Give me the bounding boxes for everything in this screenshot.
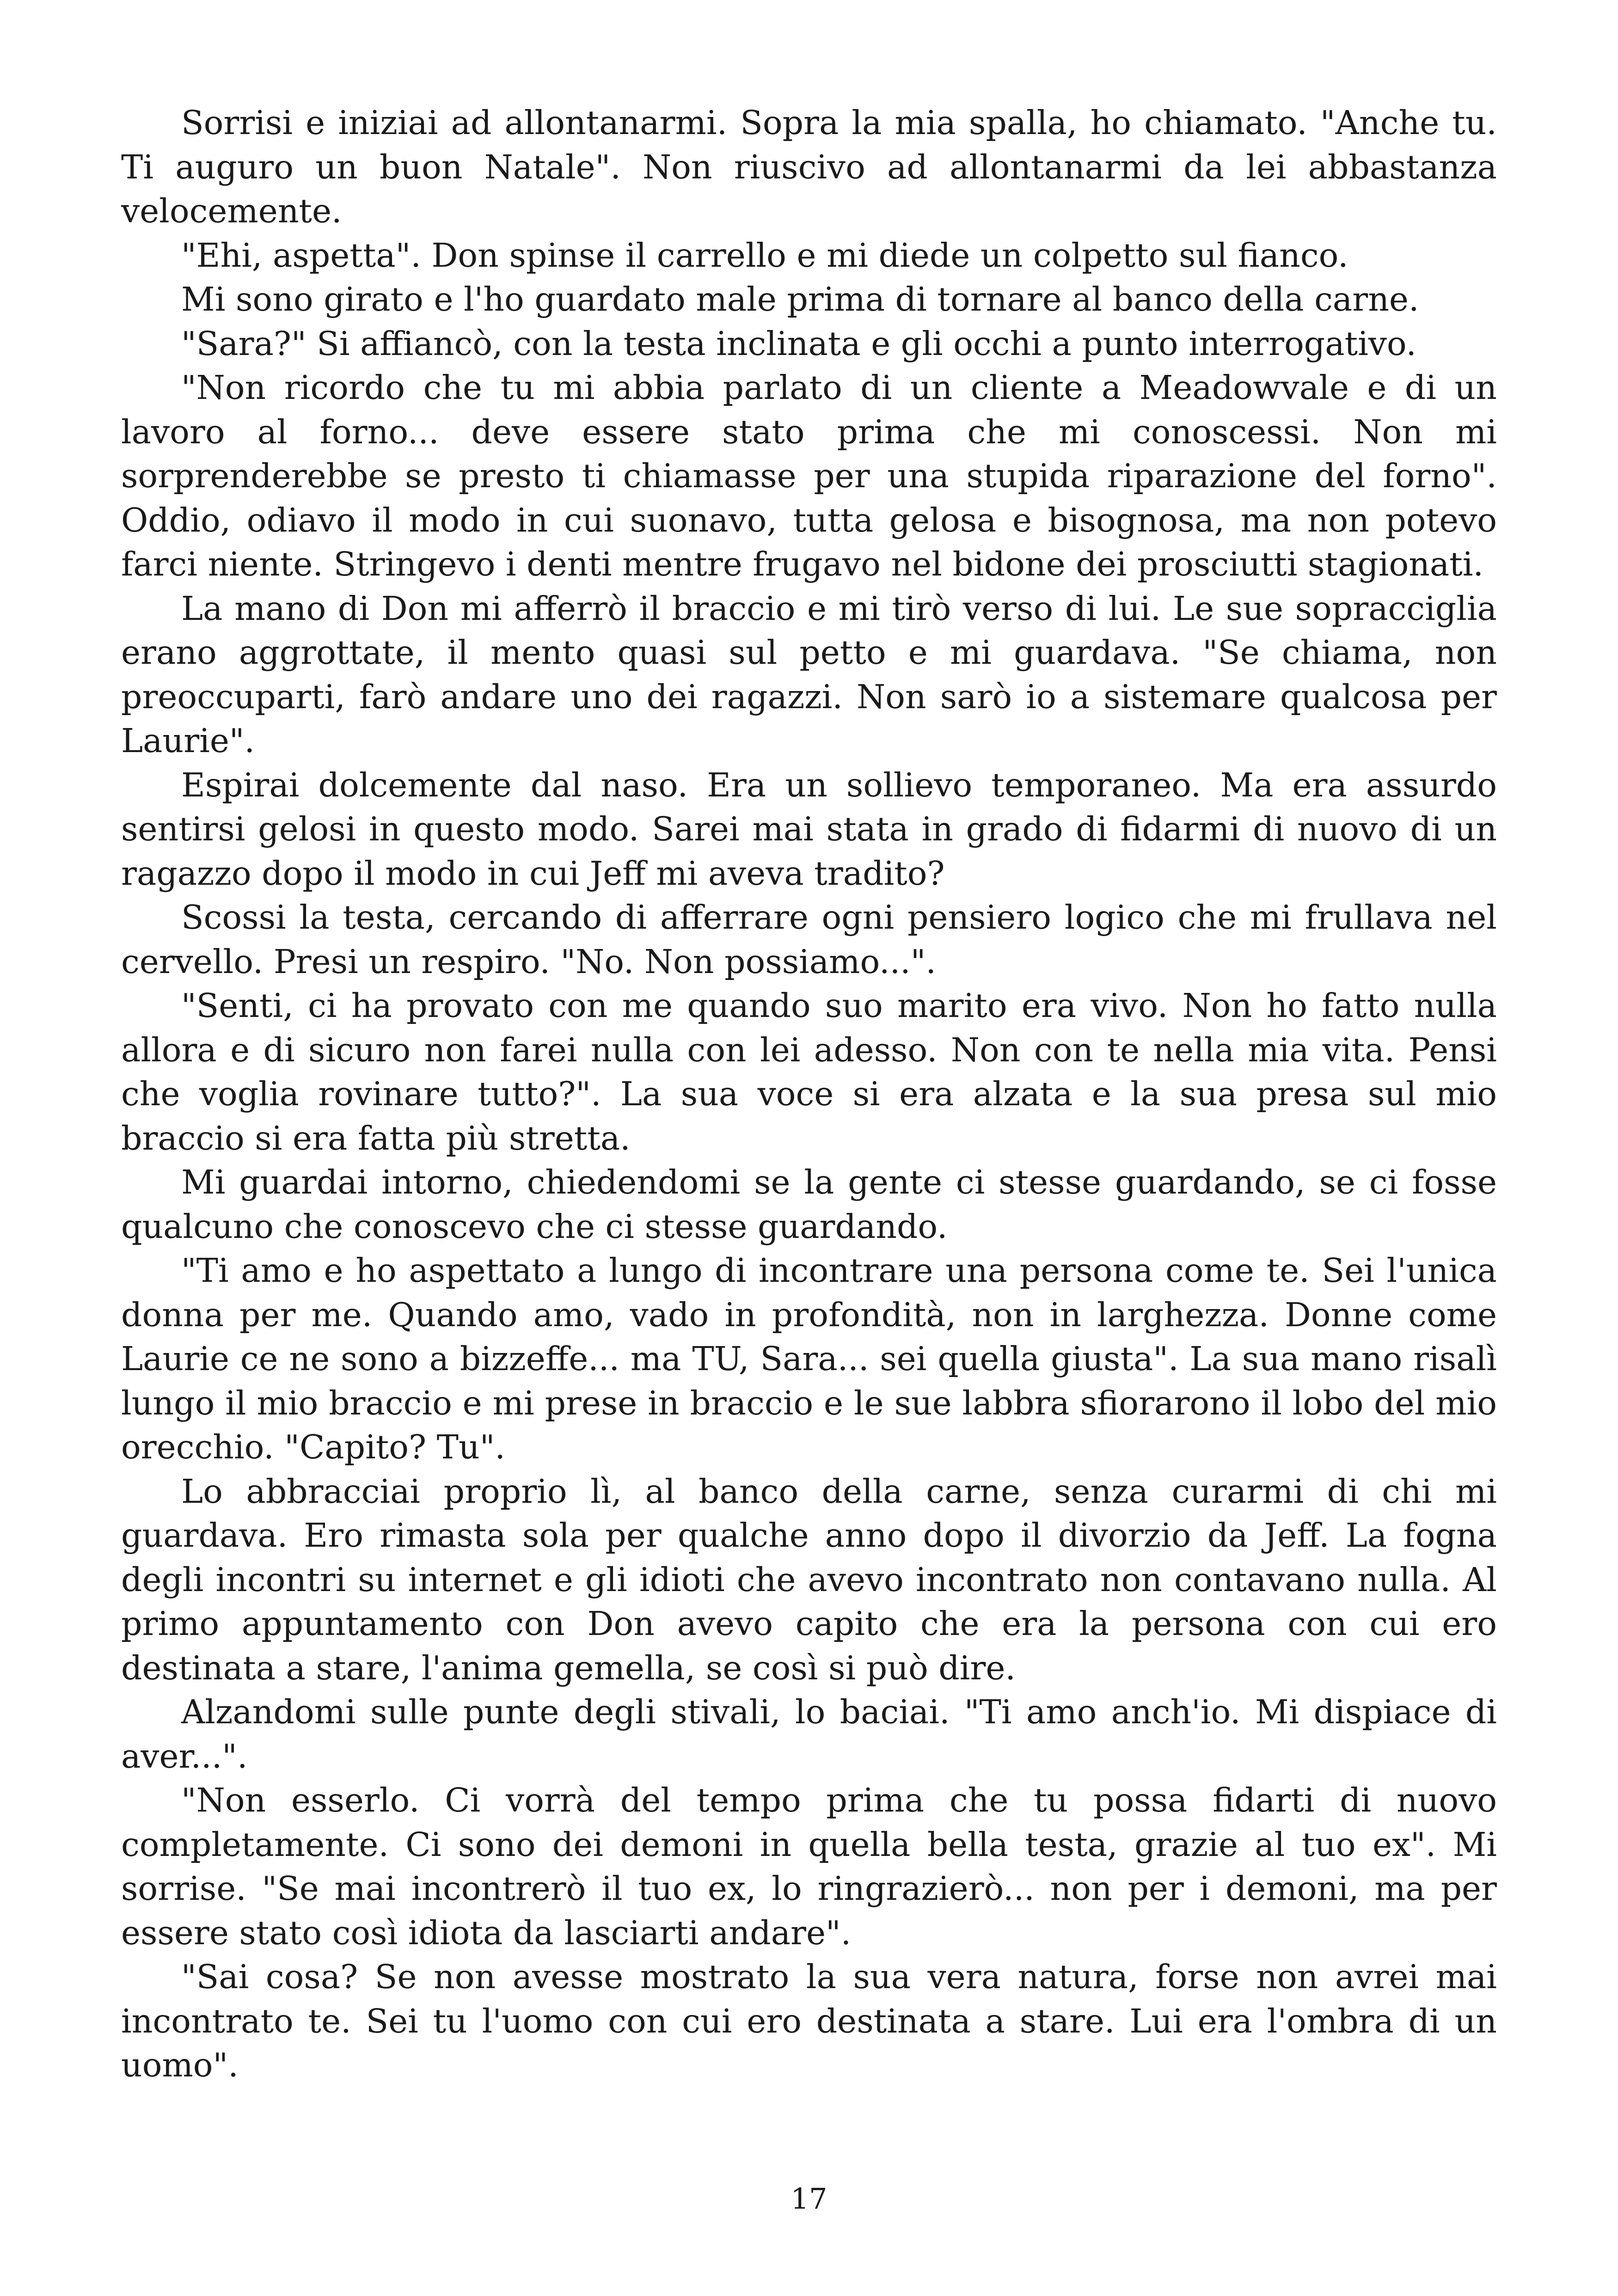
paragraph-4: "Sara?" Si affiancò, con la testa inclinata e gli occhi a punto interrogativo.	[181, 324, 1416, 363]
page-number: 17	[791, 2182, 827, 2216]
paragraph-9: "Senti, ci ha provato con me quando suo marito era vivo. Non ho fatto nulla allora e di sicuro non farei nulla con lei adesso. Non con te nella mia vita. Pensi che voglia rovinare tutto?". La sua voce si era alzata e la sua presa sul mio braccio si era fatta più stretta.	[121, 986, 1497, 1157]
paragraph-3: Mi sono girato e l'ho guardato male prima di tornare al banco della carne.	[181, 280, 1419, 318]
paragraph-10: Mi guardai intorno, chiedendomi se la gente ci stesse guardando, se ci fosse qualcuno che conoscevo che ci stesse guardando.	[121, 1163, 1497, 1246]
paragraph-11: "Ti amo e ho aspettato a lungo di incontrare una persona come te. Sei l'unica donna per me. Quando amo, vado in profondità, non in larghezza. Donne come Laurie ce ne sono a bizzeffe... ma TU, Sara... sei quella giusta". La sua mano risalì lungo il mio braccio e mi prese in braccio e le sue labbra sfiorarono il lobo del mio orecchio. "Capito? Tu".	[121, 1251, 1497, 1466]
body-text	[121, 101, 1497, 2088]
paragraph-1: Sorrisi e iniziai ad allontanarmi. Sopra la mia spalla, ho chiamato. "Anche tu. Ti auguro un buon Natale". Non riuscivo ad allontanarmi da lei abbastanza velocemente.	[121, 104, 1497, 230]
paragraph-14: "Non esserlo. Ci vorrà del tempo prima che tu possa fidarti di nuovo completamente. Ci sono dei demoni in quella bella testa, grazie al tuo ex". Mi sorrise. "Se mai incontrerò il tuo ex, lo ringrazierò... non per i demoni, ma per essere stato così idiota da lasciarti andare".	[121, 1781, 1497, 1952]
paragraph-13: Alzandomi sulle punte degli stivali, lo baciai. "Ti amo anch'io. Mi dispiace di aver...".	[121, 1693, 1497, 1776]
paragraph-5: "Non ricordo che tu mi abbia parlato di un cliente a Meadowvale e di un lavoro al forno... deve essere stato prima che mi conoscessi. Non mi sorprenderebbe se presto ti chiamasse per una stupida riparazione del forno". Oddio, odiavo il modo in cui suonavo, tutta gelosa e bisognosa, ma non potevo farci niente. Stringevo i denti mentre frugavo nel bidone dei prosciutti stagionati.	[121, 368, 1497, 583]
paragraph-2: "Ehi, aspetta". Don spinse il carrello e mi diede un colpetto sul fianco.	[181, 236, 1348, 275]
paragraph-12: Lo abbracciai proprio lì, al banco della carne, senza curarmi di chi mi guardava. Ero rimasta sola per qualche anno dopo il divorzio da Jeff. La fogna degli incontri su internet e gli idioti che avevo incontrato non contavano nulla. Al primo appuntamento con Don avevo capito che era la persona con cui ero destinata a stare, l'anima gemella, se così si può dire.	[121, 1472, 1497, 1687]
paragraph-6: La mano di Don mi afferrò il braccio e mi tirò verso di lui. Le sue sopracciglia erano aggrottate, il mento quasi sul petto e mi guardava. "Se chiama, non preoccuparti, farò andare uno dei ragazzi. Non sarò io a sistemare qualcosa per Laurie".	[121, 589, 1497, 760]
paragraph-8: Scossi la testa, cercando di afferrare ogni pensiero logico che mi frullava nel cervello. Presi un respiro. "No. Non possiamo...".	[121, 898, 1497, 981]
paragraph-7: Espirai dolcemente dal naso. Era un sollievo temporaneo. Ma era assurdo sentirsi gelosi in questo modo. Sarei mai stata in grado di fidarmi di nuovo di un ragazzo dopo il modo in cui Jeff mi aveva tradito?	[121, 765, 1497, 893]
paragraph-15: "Sai cosa? Se non avesse mostrato la sua vera natura, forse non avrei mai incontrato te. Sei tu l'uomo con cui ero destinata a stare. Lui era l'ombra di un uomo".	[121, 1958, 1497, 2084]
